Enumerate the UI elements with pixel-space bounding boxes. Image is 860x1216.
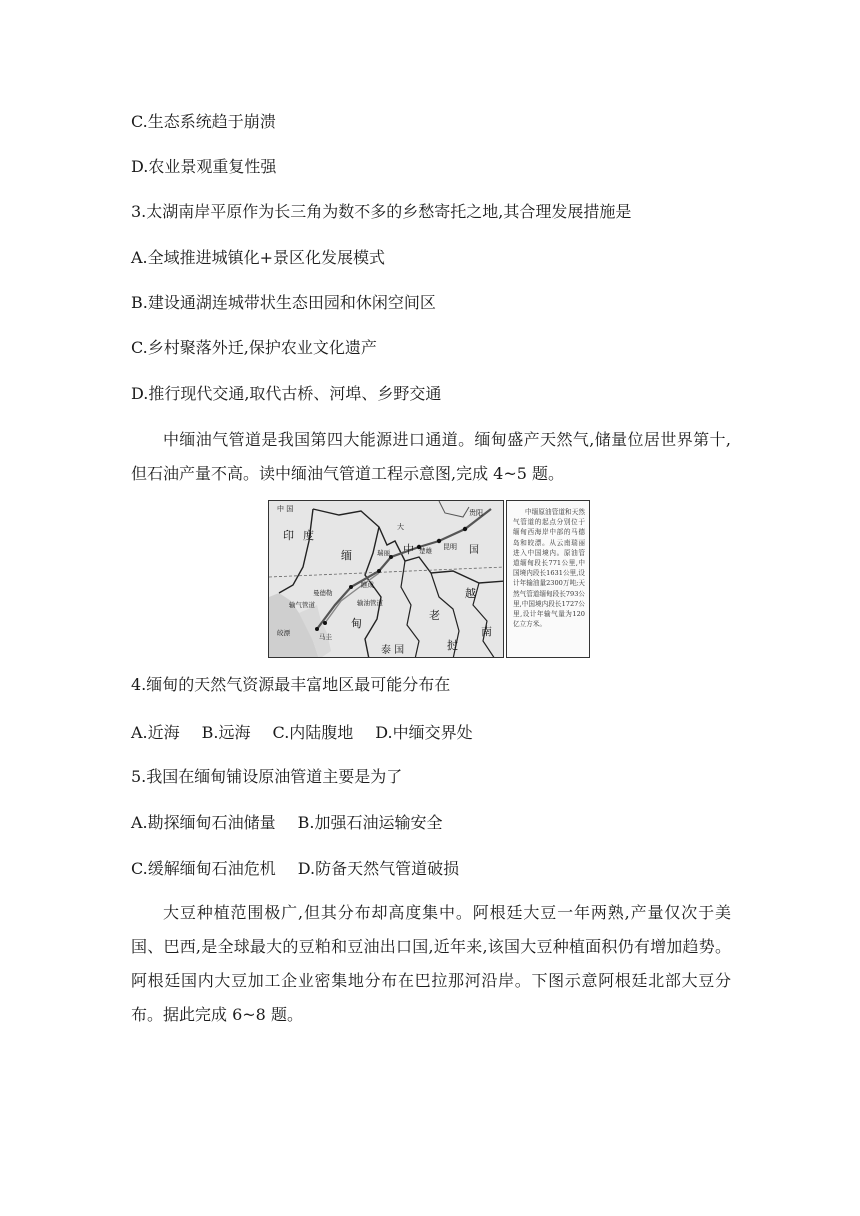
label-china-mid: 中 — [403, 543, 414, 556]
option-3a: A.全域推进城镇化+景区化发展模式 — [131, 248, 386, 267]
option-2c: C.生态系统趋于崩溃 — [131, 112, 276, 131]
question-5-row-1 — [131, 813, 443, 833]
map-drawing — [269, 501, 504, 658]
option-5a: A.勘探缅甸石油储量 — [131, 813, 276, 832]
label-kunming: 昆明 — [443, 543, 457, 551]
question-3-stem: 3.太湖南岸平原作为长三角为数不多的乡愁寄托之地,其合理发展措施是 — [131, 202, 632, 221]
option-3d: D.推行现代交通,取代古桥、河埠、乡野交通 — [131, 384, 442, 403]
pipeline-note-text: 中缅原油管道和天然气管道的起点分别位于缅甸西海岸中部的马德岛和皎漂。从云南瑞丽进入中国境内。原油管道缅甸段长771公里,中国境内段长1631公里,设计年输油量2300万吨;天然气管道缅甸段长793公里,中国境内段长1727公里,设计年输气量为120亿立方米。 — [513, 508, 585, 629]
label-thailand: 泰 国 — [381, 645, 405, 656]
label-gas-pipeline: 输气管道 — [289, 601, 315, 609]
intro-paragraph-6-8: 大豆种植范围极广,但其分布却高度集中。阿根廷大豆一年两熟,产量仅次于美国、巴西,是全球最大的豆粕和豆油出口国,近年来,该国大豆种植面积仍有增加趋势。阿根廷国内大豆加工企业密集地分布在巴拉那河沿岸。下图示意阿根廷北部大豆分布。据此完成 6~8 题。 — [131, 903, 731, 1024]
option-4c: C.内陆腹地 — [272, 723, 354, 742]
option-4a: A.近海 — [131, 723, 180, 742]
label-guiyang: 贵阳 — [469, 509, 483, 517]
question-4-stem: 4.缅甸的天然气资源最丰富地区最可能分布在 — [131, 675, 451, 694]
label-india: 印 — [283, 529, 294, 542]
label-qiaocheng: 瞧成 — [361, 581, 374, 589]
label-da: 大 — [397, 523, 404, 531]
option-3b: B.建设通湖连城带状生态田园和休闲空间区 — [131, 293, 436, 312]
label-chuxiong: 楚雄 — [419, 547, 432, 555]
label-vietnam-1: 越 — [465, 587, 476, 600]
label-myanmar-2: 甸 — [351, 617, 362, 630]
label-ruili: 瑞丽 — [377, 549, 390, 557]
pipeline-map — [268, 500, 504, 658]
label-myanmar-1: 缅 — [341, 549, 352, 562]
label-india-2: 度 — [303, 529, 314, 542]
label-madao: 马圭 — [319, 633, 332, 641]
intro-paragraph-4-5: 中缅油气管道是我国第四大能源进口通道。缅甸盛产天然气,储量位居世界第十,但石油产量不高。读中缅油气管道工程示意图,完成 4~5 题。 — [131, 430, 731, 483]
label-china-top: 中 国 — [277, 505, 294, 513]
option-4b: B.远海 — [201, 723, 251, 742]
option-2d: D.农业景观重复性强 — [131, 157, 277, 176]
option-5d: D.防备天然气管道破损 — [297, 859, 460, 878]
option-5b: B.加强石油运输安全 — [297, 813, 443, 832]
question-5-row-2 — [131, 859, 459, 879]
label-laos-1: 老 — [429, 609, 440, 622]
label-guo: 国 — [469, 545, 479, 556]
question-4-options — [131, 723, 473, 743]
option-4d: D.中缅交界处 — [375, 723, 473, 742]
label-vietnam-2: 南 — [481, 625, 492, 638]
label-jiaopiao: 皎漂 — [277, 629, 290, 637]
label-oil-pipeline: 输油管道 — [357, 599, 383, 607]
question-5-stem: 5.我国在缅甸铺设原油管道主要是为了 — [131, 767, 403, 786]
pipeline-map-figure — [268, 500, 590, 658]
option-5c: C.缓解缅甸石油危机 — [131, 859, 276, 878]
pipeline-note-box — [506, 500, 590, 658]
label-laos-2: 挝 — [447, 639, 458, 652]
label-mandalay: 曼德勒 — [313, 589, 333, 597]
option-3c: C.乡村聚落外迁,保护农业文化遗产 — [131, 338, 377, 357]
